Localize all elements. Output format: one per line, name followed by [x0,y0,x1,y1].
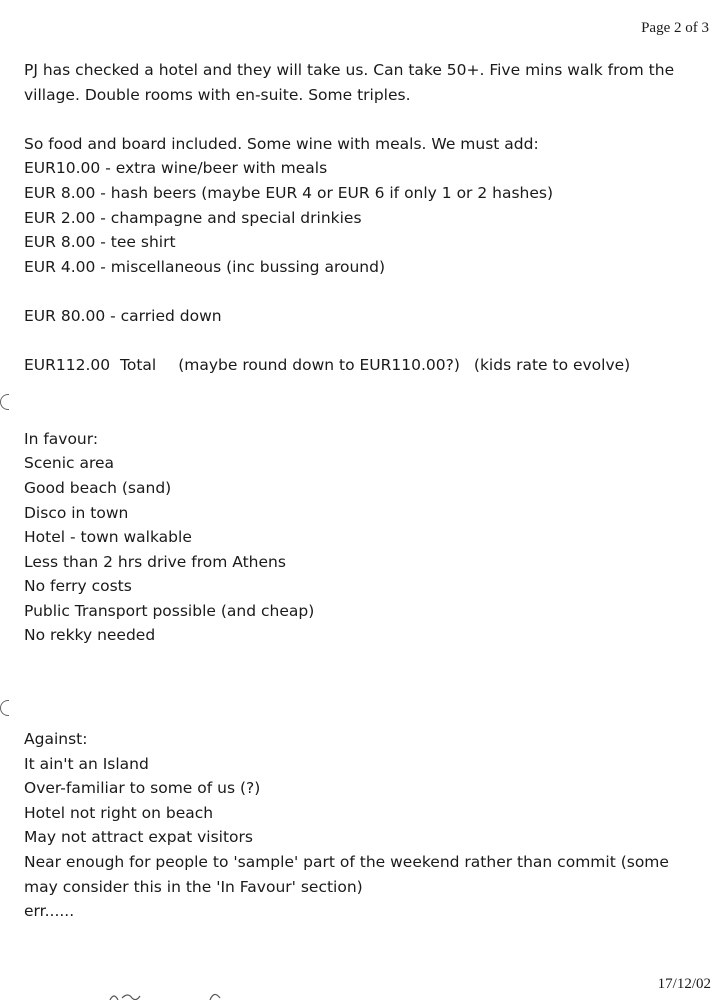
in-favour-heading: In favour: [24,429,99,448]
list-item: Near enough for people to 'sample' part of the weekend rather than commit (some may consider this in the 'In Favour' section) [24,853,669,896]
list-item: Disco in town [24,503,129,522]
total-line [24,353,704,378]
costs-intro: So food and board included. Some wine with meals. We must add: [24,134,539,153]
list-item: No rekky needed [24,626,156,645]
list-item: err...... [24,902,75,921]
list-item: Hotel - town walkable [24,528,192,547]
list-item: Public Transport possible (and cheap) [24,601,315,620]
cost-line: EUR 8.00 - hash beers (maybe EUR 4 or EUR 6 if only 1 or 2 hashes) [24,183,554,202]
list-item: No ferry costs [24,577,132,596]
carried-down-line: EUR 80.00 - carried down [24,306,222,325]
scan-artifact [0,394,9,410]
list-item: Scenic area [24,454,115,473]
list-item: Less than 2 hrs drive from Athens [24,552,286,571]
document-body [24,58,704,924]
kids-rate-note: (kids rate to evolve) [473,356,631,375]
list-item: May not attract expat visitors [24,828,253,847]
page-number: Page 2 of 3 [641,20,709,36]
list-item: Over-familiar to some of us (?) [24,779,261,798]
cost-line: EUR 8.00 - tee shirt [24,233,176,252]
cost-line: EUR 4.00 - miscellaneous (inc bussing around) [24,257,385,276]
cost-line: EUR 2.00 - champagne and special drinkies [24,208,362,227]
handwriting-scribble [100,988,260,1000]
total-note: (maybe round down to EUR110.00?) [178,356,460,375]
intro-paragraph: PJ has checked a hotel and they will take us. Can take 50+. Five mins walk from the village. Double rooms with en-suite. Some triples. [24,61,675,104]
cost-line: EUR10.00 - extra wine/beer with meals [24,159,328,178]
footer-date: 17/12/02 [657,976,711,992]
scan-artifact [0,700,9,716]
list-item: Good beach (sand) [24,478,172,497]
total-amount: EUR112.00 Total [24,356,157,375]
list-item: It ain't an Island [24,754,149,773]
against-heading: Against: [24,730,88,749]
list-item: Hotel not right on beach [24,803,214,822]
